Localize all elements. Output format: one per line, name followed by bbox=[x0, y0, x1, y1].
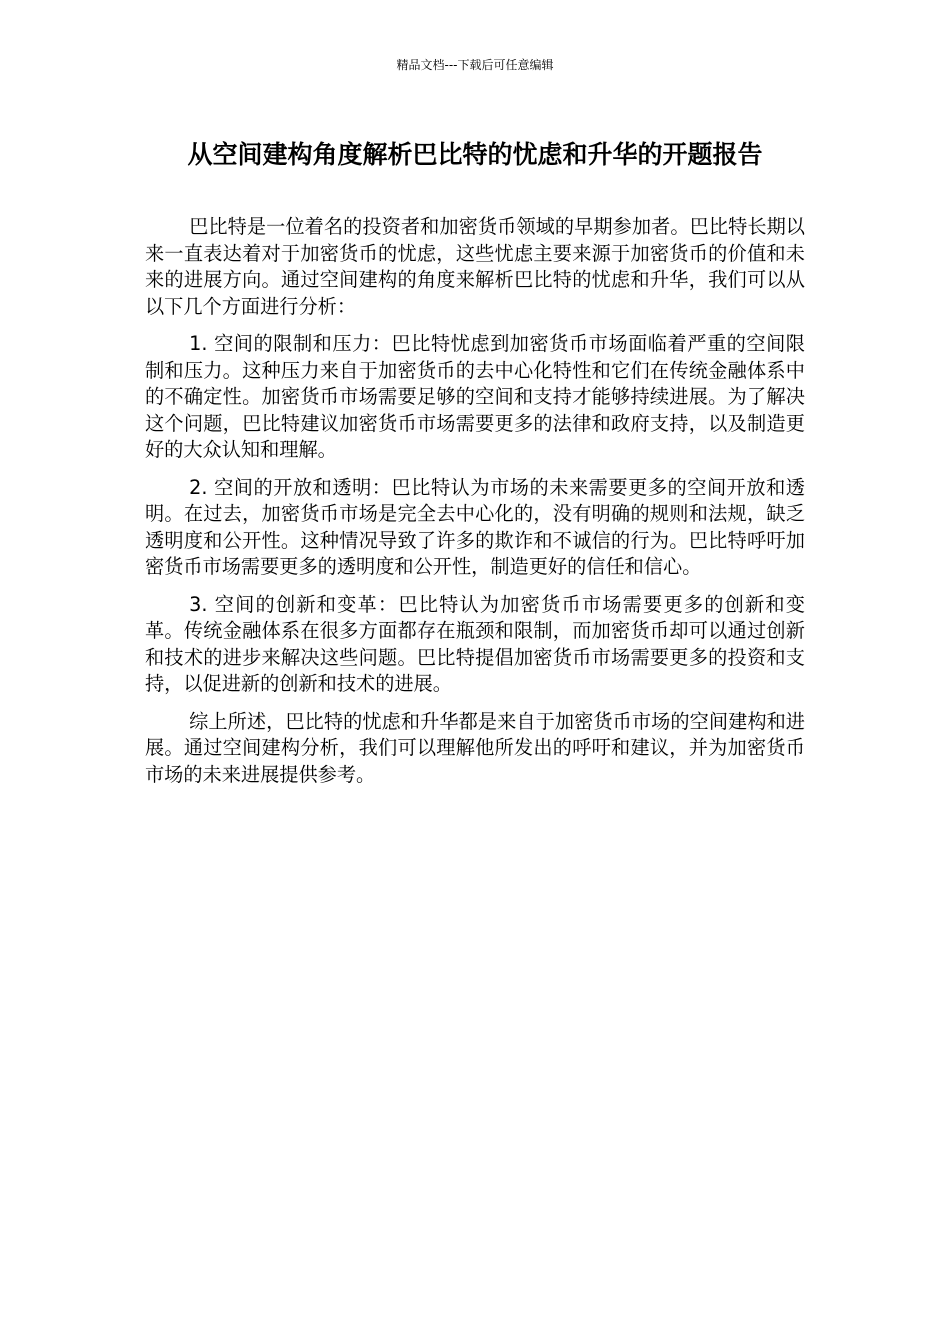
paragraph-intro: 巴比特是一位着名的投资者和加密货币领域的早期参加者。巴比特长期以来一直表达着对于加密货币的忧虑，这些忧虑主要来源于加密货币的价值和未来的进展方向。通过空间建构的角度来解析巴比特的忧虑和升华，我们可以从以下几个方面进行分析： bbox=[145, 215, 805, 318]
paragraph-point-3: 3. 空间的创新和变革：巴比特认为加密货币市场需要更多的创新和变革。传统金融体系在很多方面都存在瓶颈和限制，而加密货币却可以通过创新和技术的进步来解决这些问题。巴比特提倡加密货币市场需要更多的投资和支持，以促进新的创新和技术的进展。 bbox=[145, 592, 805, 695]
document-body bbox=[145, 214, 805, 799]
paragraph-point-1: 1. 空间的限制和压力：巴比特忧虑到加密货币市场面临着严重的空间限制和压力。这种压力来自于加密货币的去中心化特性和它们在传统金融体系中的不确定性。加密货币市场需要足够的空间和支持才能够持续进展。为了解决这个问题，巴比特建议加密货币市场需要更多的法律和政府支持，以及制造更好的大众认知和理解。 bbox=[145, 332, 805, 461]
paragraph-conclusion: 综上所述，巴比特的忧虑和升华都是来自于加密货币市场的空间建构和进展。通过空间建构分析，我们可以理解他所发出的呼吁和建议，并为加密货币市场的未来进展提供参考。 bbox=[145, 709, 805, 786]
header-note: 精品文档---下载后可任意编辑 bbox=[396, 58, 554, 72]
document-title: 从空间建构角度解析巴比特的忧虑和升华的开题报告 bbox=[187, 140, 763, 169]
paragraph-point-2: 2. 空间的开放和透明：巴比特认为市场的未来需要更多的空间开放和透明。在过去，加密货币市场是完全去中心化的，没有明确的规则和法规，缺乏透明度和公开性。这种情况导致了许多的欺诈和不诚信的行为。巴比特呼吁加密货币市场需要更多的透明度和公开性，制造更好的信任和信心。 bbox=[145, 475, 805, 578]
